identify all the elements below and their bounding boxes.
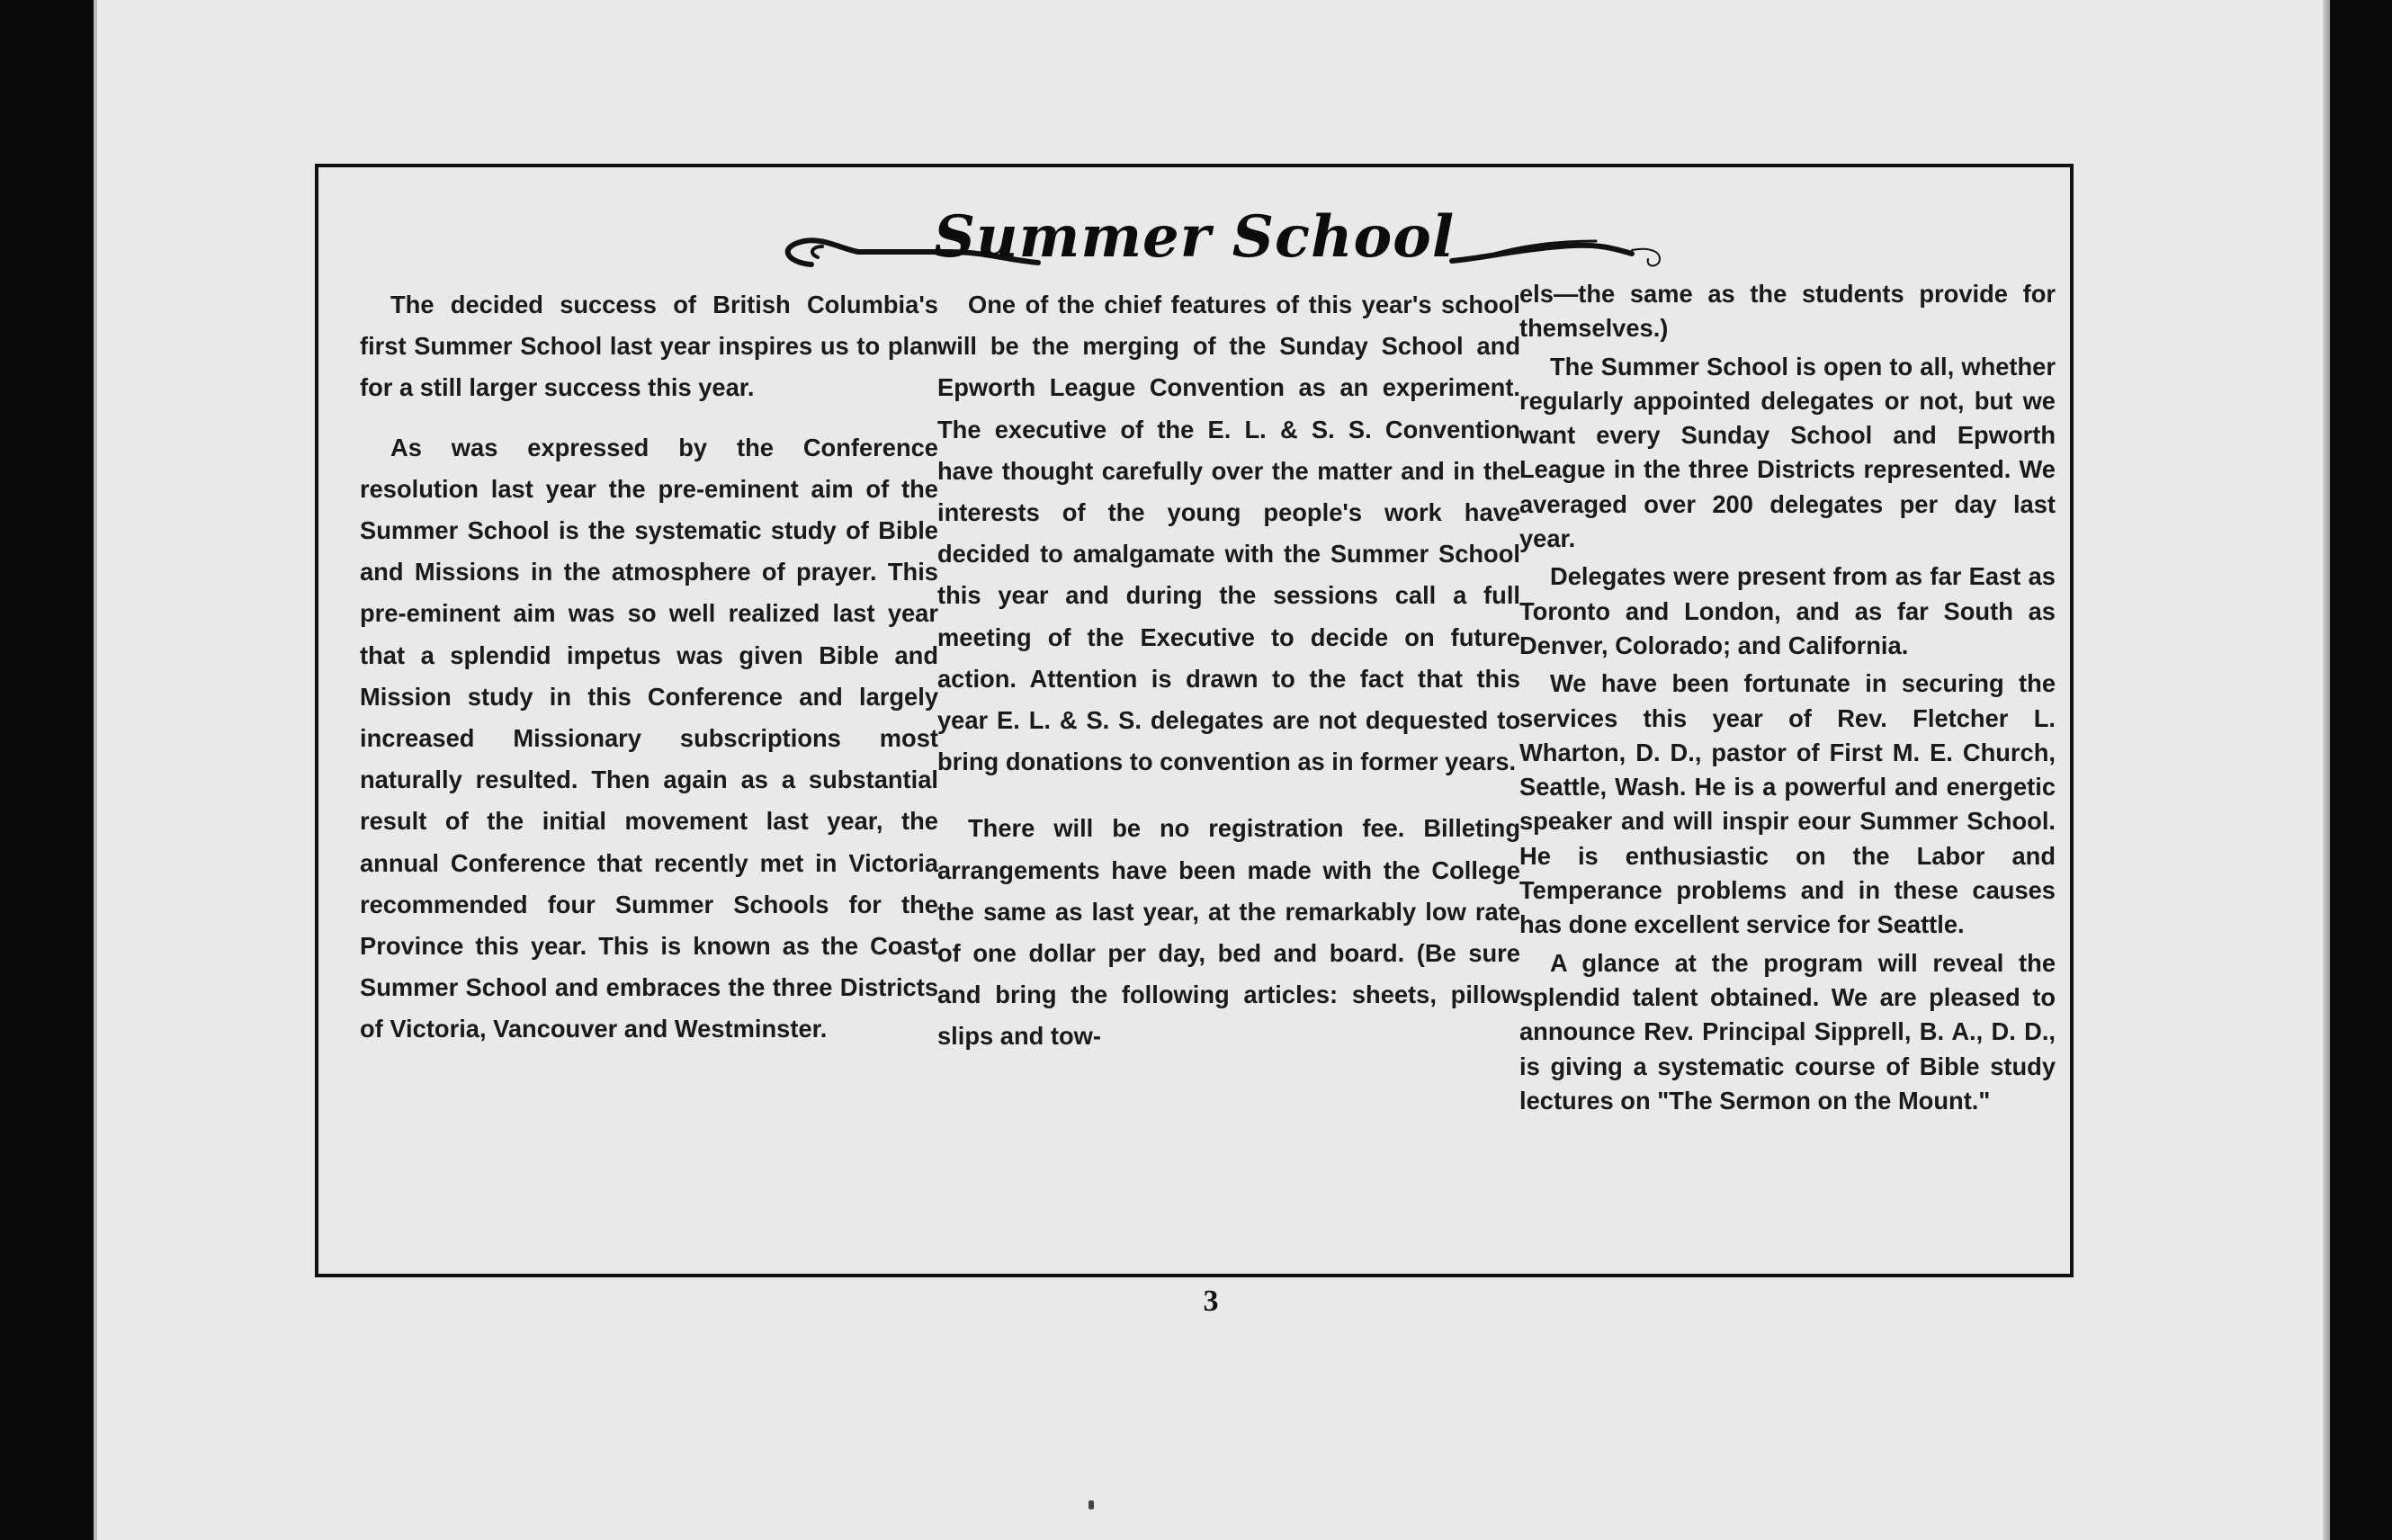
heading-banner [318,200,2070,290]
text-column-2 [937,284,1520,1058]
page-fold [94,0,97,1540]
paragraph: The Summer School is open to all, whether regularly appointed delegates or not, but we want every Sunday School and Epworth League in the three Districts represented. We averaged over 200 delegates per day last year. [1519,352,2056,553]
paper-speck [1088,1500,1094,1509]
paragraph: One of the chief features of this year's school will be the merging of the Sunday School and Epworth League Convention as an experiment. The executive of the E. L. & S. S. Convention have thought carefully over the matter and in the interests of the young people's work have decided to amalgamate with the Summer School this year and during the sessions call a full meeting of the Executive to decide on future action. Attention is drawn to the fact that this year E. L. & S. S. delegates are not dequested to bring donations to convention as in former years. [937,291,1520,776]
paragraph: There will be no registration fee. Billeting arrangements have been made with the College the same as last year, at the remarkably low rate of one dollar per day, bed and board. (Be sure and bring the following articles: sheets, pillow slips and tow- [937,814,1520,1051]
text-column-1 [360,284,938,1051]
page-edge-shadow [2323,0,2330,1540]
continued-paragraph: els—the same as the students provide for themselves.) [1519,280,2056,343]
page-title: Summer School [933,203,1456,271]
document-page [94,0,2330,1540]
paragraph: We have been fortunate in securing the services this year of Rev. Fletcher L. Wharton, D. D., pastor of First M. E. Church, Seattle, Wash. He is a powerful and energetic speaker and will inspir eour Summer School. He is enthusiastic on the Labor and Temperance problems and in these causes has done excellent service for Seattle. [1519,669,2056,939]
article-frame [315,164,2074,1277]
paragraph: Delegates were present from as far East as Toronto and London, and as far South as Denver, Colorado; and California. [1519,562,2056,659]
paragraph: As was expressed by the Conference resolution last year the pre-eminent aim of the Summer School is the systematic study of Bible and Missions in the atmosphere of prayer. This pre-eminent aim was so well realized last year that a splendid impetus was given Bible and Mission study in this Conference and largely increased Missionary subscriptions most naturally resulted. Then again as a substantial result of the initial movement last year, the annual Conference that recently met in Victoria recommended four Summer Schools for the Province this year. This is known as the Coast Summer School and embraces the three Districts of Victoria, Vancouver and Westminster. [360,433,938,1043]
page-number: 3 [1203,1285,1219,1318]
paragraph: A glance at the program will reveal the splendid talent obtained. We are pleased to announce Rev. Principal Sipprell, B. A., D. D., is giving a systematic course of Bible study lectures on "The Sermon on the Mount." [1519,948,2056,1115]
paragraph: The decided success of British Columbia's first Summer School last year inspires us to plan for a still larger success this year. [360,291,938,402]
text-column-3 [1519,277,2056,1118]
